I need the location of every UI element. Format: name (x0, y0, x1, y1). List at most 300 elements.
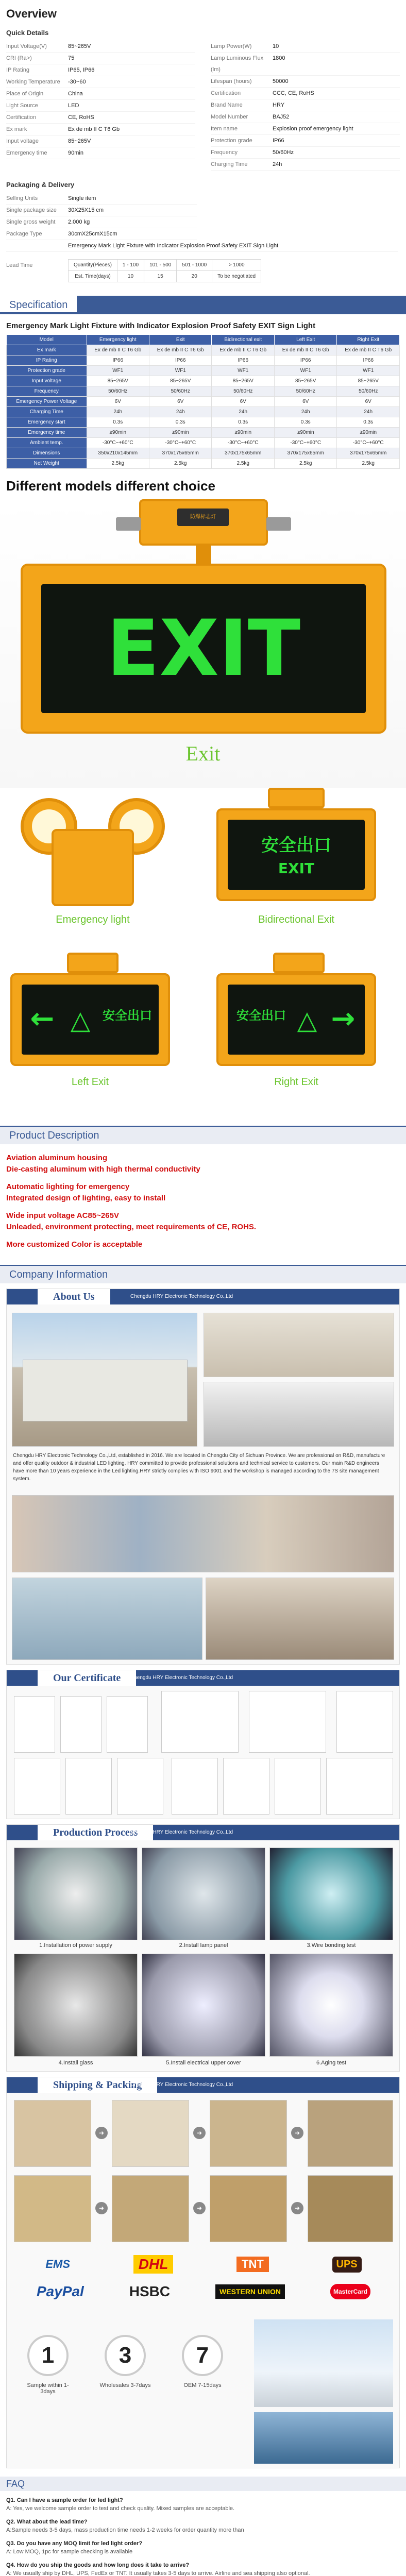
spec-title: Emergency Mark Light Fixture with Indicator Explosion Proof Safety EXIT Sign Light (6, 321, 316, 330)
lead-qty-cell: 1 - 100 (117, 260, 144, 271)
process-photo-2 (142, 1848, 265, 1940)
packaging-row (6, 193, 197, 205)
packing-photo-1 (14, 2100, 91, 2167)
bidir-junction (268, 788, 325, 808)
certificate-8 (65, 1758, 112, 1815)
desc-line: Die-casting aluminum with high thermal conductivity (6, 1165, 200, 1174)
packaging-row-key: Single gross weight (6, 219, 56, 225)
detail-row-value: 90min (68, 150, 83, 156)
quick-details-left (6, 41, 195, 171)
certificate-1 (14, 1696, 55, 1753)
detail-row-key: Input voltage (6, 138, 39, 144)
spec-row (7, 459, 400, 469)
shipping-header (7, 2077, 399, 2093)
right-cn-text: 安全出口 (236, 1008, 286, 1023)
spec-cell: -30°C~+60°C (274, 438, 336, 448)
certificate-company-name: Chengdu HRY Electronic Technology Co.,Ltd (130, 1675, 233, 1681)
certificate-13 (326, 1758, 393, 1815)
spec-header-cell: Bidirectional exit (212, 335, 274, 345)
left-runner-icon: △ (70, 1005, 91, 1035)
right-screen (228, 985, 365, 1055)
spec-cell: 50/60Hz (87, 386, 149, 397)
process-panel (6, 1824, 400, 2072)
spec-cell: 24h (337, 407, 400, 417)
process-caption-1: 1.Installation of power supply (39, 1942, 112, 1948)
lead-row-label: Est. Time(days) (69, 271, 117, 282)
packaging-row-value: 30cmX25cmX15cm (68, 231, 117, 237)
exhibition-photo-2 (206, 1578, 394, 1660)
process-caption-5: 5.Install electrical upper cover (166, 2060, 241, 2066)
spec-cell: 0.3s (274, 417, 336, 428)
detail-row (211, 41, 400, 53)
spec-row (7, 417, 400, 428)
bidir-exit-text: EXIT (278, 860, 315, 877)
spec-cell: WF1 (212, 366, 274, 376)
ship-photo (254, 2412, 393, 2464)
faq-bar: FAQ (0, 2477, 406, 2491)
step-arrow-icon: ➜ (193, 2127, 206, 2139)
spec-cell: 370x175x65mm (212, 448, 274, 459)
about-header (7, 1289, 399, 1304)
spec-section-label: Specification (0, 296, 77, 314)
spec-row (7, 345, 400, 355)
detail-row (211, 159, 400, 171)
spec-row-header: Ex mark (7, 345, 87, 355)
detail-row-value: China (68, 91, 83, 97)
detail-row (6, 112, 195, 124)
detail-row (211, 135, 400, 147)
detail-row-value: IP66 (273, 138, 284, 144)
caption-emergency-light: Emergency light (56, 914, 130, 925)
spec-cell: WF1 (274, 366, 336, 376)
lead-row-label: Quantity(Pieces) (69, 260, 117, 271)
spec-row (7, 397, 400, 407)
detail-row-value: CE, RoHS (68, 114, 94, 121)
spec-row (7, 438, 400, 448)
step-arrow-icon: ➜ (95, 2127, 108, 2139)
detail-row (6, 124, 195, 135)
detail-row-key: Lamp Luminous Flux (lm) (211, 55, 264, 73)
left-screen (22, 985, 159, 1055)
western-union-logo: WESTERN UNION (215, 2284, 285, 2299)
overview-title: Overview (6, 7, 57, 20)
spec-cell: -30°C~+60°C (87, 438, 149, 448)
detail-row-key: Item name (211, 126, 238, 132)
spec-cell: -30°C~+60°C (149, 438, 212, 448)
packaging-row-value: 2.000 kg (68, 219, 90, 225)
spec-row-header: Input voltage (7, 376, 87, 386)
spec-row-header: Frequency (7, 386, 87, 397)
packaging-title: Packaging & Delivery (6, 181, 75, 189)
lead-qty-cell: 501 - 1000 (177, 260, 212, 271)
step-number: 7 (196, 2343, 209, 2368)
detail-row-value: 24h (273, 161, 282, 167)
spec-table-header (7, 335, 400, 345)
process-photo-4 (14, 1954, 138, 2057)
mastercard-logo: MasterCard (330, 2284, 370, 2299)
about-company-name: Chengdu HRY Electronic Technology Co.,Ltd (130, 1294, 233, 1299)
left-arrow-icon: ← (30, 1002, 55, 1036)
bidir-cn-text: 安全出口 (261, 835, 331, 856)
faq-question: Q4. How do you ship the goods and how long does it take to arrive? (6, 2562, 190, 2568)
spec-cell: 2.5kg (274, 459, 336, 469)
hero-caption: Exit (185, 742, 221, 765)
packaging-row-value: Single item (68, 195, 96, 201)
spec-table-body (7, 345, 400, 469)
spec-table (6, 334, 400, 469)
faq-item (6, 2561, 400, 2576)
company-section-bar (0, 1265, 406, 1283)
spec-row-header: IP Rating (7, 355, 87, 366)
spec-cell: Ex de mb II C T6 Gb (274, 345, 336, 355)
spec-section-bar (0, 296, 406, 314)
process-caption-2: 2.Install lamp panel (179, 1942, 228, 1948)
spec-cell: IP66 (274, 355, 336, 366)
packaging-row (6, 228, 197, 240)
left-junction (67, 953, 119, 973)
lead-time-table (68, 259, 261, 282)
description-section-label: Product Description (9, 1130, 99, 1141)
package-note-key (6, 240, 68, 251)
quick-details-title: Quick Details (6, 29, 49, 37)
spec-cell: 2.5kg (337, 459, 400, 469)
spec-cell: 50/60Hz (212, 386, 274, 397)
description-block (0, 1149, 406, 1257)
lead-time-row-days (69, 271, 261, 282)
spec-row-header: Emergency start (7, 417, 87, 428)
packing-photo-8 (308, 2175, 393, 2242)
spec-row (7, 355, 400, 366)
spec-cell: IP66 (337, 355, 400, 366)
process-photo-1 (14, 1848, 138, 1940)
spec-cell: Ex de mb II C T6 Gb (87, 345, 149, 355)
hero-cable-gland-right (266, 517, 291, 531)
process-photo-3 (269, 1848, 393, 1940)
spec-cell: Ex de mb II C T6 Gb (149, 345, 212, 355)
spec-cell: 6V (87, 397, 149, 407)
detail-row (211, 147, 400, 159)
detail-row (6, 41, 195, 53)
packaging-row-value: 30X25X15 cm (68, 207, 104, 213)
caption-left-exit: Left Exit (71, 1076, 109, 1088)
packing-photo-7 (210, 2175, 287, 2242)
detail-row (6, 64, 195, 76)
detail-row-key: Lifespan (hours) (211, 78, 252, 84)
faq-list (0, 2496, 406, 2576)
detail-row-value: Ex de mb II C T6 Gb (68, 126, 120, 132)
spec-cell: 85~265V (87, 376, 149, 386)
shipping-logos (14, 2255, 393, 2274)
process-header (7, 1825, 399, 1840)
spec-cell: -30°C~+60°C (337, 438, 400, 448)
detail-row-key: IP Rating (6, 67, 30, 73)
detail-row-value: IP65, IP66 (68, 67, 95, 73)
detail-row-value: 1800 (273, 55, 285, 61)
models-title: Different models different choice (6, 478, 215, 494)
about-tab: About Us (38, 1289, 110, 1304)
spec-cell: IP66 (149, 355, 212, 366)
lead-time-row-qty (69, 260, 261, 271)
spec-row-header: Charging Time (7, 407, 87, 417)
hero-screen (41, 584, 366, 713)
lead-days-cell: 20 (177, 271, 212, 282)
caption-bidirectional-exit: Bidirectional Exit (258, 914, 334, 925)
spec-row-header: Ambient temp. (7, 438, 87, 448)
factory-photo (12, 1313, 197, 1447)
detail-row-key: Charging Time (211, 161, 248, 167)
packaging-row (6, 216, 197, 228)
spec-cell: 6V (212, 397, 274, 407)
spec-cell: 50/60Hz (274, 386, 336, 397)
detail-row-key: Input Voltage(V) (6, 43, 47, 49)
detail-row-value: CCC, CE, RoHS (273, 90, 314, 96)
hsbc-logo: HSBC (129, 2283, 171, 2299)
spec-cell: ≥90min (274, 428, 336, 438)
spec-cell: 24h (87, 407, 149, 417)
process-photo-6 (269, 1954, 393, 2057)
bidir-panel (216, 808, 376, 901)
desc-line: Wide input voltage AC85~265V (6, 1211, 119, 1220)
spec-cell: 85~265V (274, 376, 336, 386)
desc-line: Aviation aluminum housing (6, 1154, 108, 1162)
detail-row-value: 10 (273, 43, 279, 49)
spec-cell: 370x175x65mm (274, 448, 336, 459)
step-arrow-icon: ➜ (291, 2127, 303, 2139)
spec-cell: 6V (149, 397, 212, 407)
spec-cell: 370x175x65mm (337, 448, 400, 459)
detail-row-key: Place of Origin (6, 91, 44, 97)
spec-cell: 350x210x145mm (87, 448, 149, 459)
detail-row (211, 99, 400, 111)
step-caption: Sample within 1-3days (27, 2382, 69, 2395)
spec-header-cell: Left Exit (274, 335, 336, 345)
detail-row-key: Certification (211, 90, 241, 96)
step-circle-sample (27, 2335, 69, 2376)
lead-time-block (0, 255, 406, 287)
packing-photo-3 (210, 2100, 287, 2167)
process-company-name: Chengdu HRY Electronic Technology Co.,Ltd (130, 1829, 233, 1835)
detail-row-key: Lamp Power(W) (211, 43, 252, 49)
process-caption-6: 6.Aging test (316, 2060, 347, 2066)
right-arrow-icon: → (331, 1002, 356, 1036)
shipping-panel (6, 2077, 400, 2468)
spec-cell: WF1 (149, 366, 212, 376)
hero-junction-box (139, 499, 268, 546)
faq-question: Q1. Can I have a sample order for led light? (6, 2497, 123, 2503)
spec-cell: IP66 (212, 355, 274, 366)
company-section-label: Company Information (9, 1269, 108, 1280)
exhibition-photo-1 (12, 1578, 202, 1660)
spec-cell: 2.5kg (87, 459, 149, 469)
models-grid (0, 788, 406, 1117)
step-number: 1 (41, 2343, 55, 2368)
spec-cell: 0.3s (337, 417, 400, 428)
packing-photo-2 (112, 2100, 189, 2167)
spec-cell: WF1 (87, 366, 149, 376)
faq-item (6, 2496, 400, 2513)
tnt-logo: TNT (236, 2257, 269, 2272)
detail-row-value: 50/60Hz (273, 149, 294, 156)
faq-answer: A: Low MOQ, 1pc for sample checking is available (6, 2549, 133, 2555)
faq-question: Q2. What about the lead time? (6, 2519, 88, 2525)
quick-details-grid (0, 41, 406, 171)
certificate-11 (223, 1758, 269, 1815)
spec-cell: 24h (212, 407, 274, 417)
spec-cell: 85~265V (337, 376, 400, 386)
certificate-panel (6, 1670, 400, 1819)
desc-line: Unleaded, environment protecting, meet requirements of CE, ROHS. (6, 1223, 257, 1231)
packing-photo-4 (308, 2100, 393, 2167)
step-caption: OEM 7-15days (183, 2382, 222, 2388)
packaging-row-key: Selling Units (6, 195, 38, 201)
desc-line: Integrated design of lighting, easy to install (6, 1194, 166, 1202)
bidir-screen (228, 820, 365, 890)
packaging-row (6, 205, 197, 216)
process-caption-3: 3.Wire bonding test (307, 1942, 356, 1948)
hero-nameplate: 防爆标志灯 (177, 509, 229, 526)
spec-cell: Ex de mb II C T6 Gb (212, 345, 274, 355)
desc-line: Automatic lighting for emergency (6, 1182, 130, 1191)
about-panel (6, 1289, 400, 1665)
step-arrow-icon: ➜ (291, 2202, 303, 2214)
spec-header-cell: Right Exit (337, 335, 400, 345)
spec-row (7, 448, 400, 459)
detail-row (6, 76, 195, 88)
detail-row (211, 76, 400, 88)
spec-cell: IP66 (87, 355, 149, 366)
spec-row-header: Emergency time (7, 428, 87, 438)
shipping-company-name: Chengdu HRY Electronic Technology Co.,Ltd (130, 2082, 233, 2088)
spec-cell: 50/60Hz (337, 386, 400, 397)
process-photo-5 (142, 1954, 265, 2057)
step-arrow-icon: ➜ (95, 2202, 108, 2214)
detail-row (6, 147, 195, 159)
certificate-9 (117, 1758, 163, 1815)
office-photo (204, 1313, 394, 1377)
detail-row-key: Brand Name (211, 102, 243, 108)
paypal-logo: PayPal (36, 2283, 84, 2299)
detail-row (211, 123, 400, 135)
faq-question: Q3. Do you have any MOQ limit for led light order? (6, 2540, 143, 2547)
spec-cell: 85~265V (212, 376, 274, 386)
spec-header-cell: Exit (149, 335, 212, 345)
hero-exit-text: EXIT (106, 604, 301, 693)
certificate-tab: Our Certificate (38, 1670, 136, 1686)
spec-row (7, 376, 400, 386)
package-note: Emergency Mark Light Fixture with Indicator Explosion Proof Safety EXIT Sign Light (68, 243, 279, 249)
hero-exit-image (0, 499, 406, 788)
detail-row-key: Ex mark (6, 126, 27, 132)
emergency-body (52, 829, 134, 906)
lead-qty-cell: > 1000 (212, 260, 261, 271)
detail-row (6, 88, 195, 100)
detail-row-value: 85~265V (68, 138, 91, 144)
detail-row-value: 50000 (273, 78, 289, 84)
right-panel (216, 973, 376, 1066)
description-section-bar (0, 1126, 406, 1144)
detail-row (6, 135, 195, 147)
step-circle-oem (182, 2335, 223, 2376)
spec-row (7, 407, 400, 417)
spec-row-header: Protection grade (7, 366, 87, 376)
faq-answer: A: We usually ship by DHL, UPS, FedEx or TNT. It usually takes 3-5 days to arrive. Airline and sea shipping also optional. (6, 2570, 310, 2576)
spec-cell: WF1 (337, 366, 400, 376)
step-number: 3 (119, 2343, 132, 2368)
detail-row-key: Certification (6, 114, 37, 121)
packaging-row-key: Package Type (6, 231, 42, 237)
spec-cell: 50/60Hz (149, 386, 212, 397)
spec-cell: 24h (274, 407, 336, 417)
overview-section (0, 0, 406, 287)
packaging-list (0, 193, 406, 240)
dhl-logo: DHL (133, 2255, 174, 2274)
lead-qty-cell: 101 - 500 (144, 260, 177, 271)
detail-row (211, 111, 400, 123)
spec-row-header: Dimensions (7, 448, 87, 459)
detail-row-value: Explosion proof emergency light (273, 126, 353, 132)
hero-cable-gland-left (116, 517, 141, 531)
detail-row-value: BAJ52 (273, 114, 290, 120)
spec-cell: 24h (149, 407, 212, 417)
spec-row (7, 428, 400, 438)
spec-header-cell: Model (7, 335, 87, 345)
spec-cell: 370x175x65mm (149, 448, 212, 459)
detail-row-value: HRY (273, 102, 285, 108)
left-cn-text: 安全出口 (103, 1008, 152, 1023)
spec-cell: 85~265V (149, 376, 212, 386)
lead-days-cell: 15 (144, 271, 177, 282)
quick-details-right (211, 41, 400, 171)
packing-photo-6 (112, 2175, 189, 2242)
airplane-photo (254, 2319, 393, 2407)
step-circle-wholesale (105, 2335, 146, 2376)
hero-stem (196, 545, 211, 565)
detail-row-key: Frequency (211, 149, 238, 156)
spec-row-header: Emergency Power Voltage (7, 397, 87, 407)
right-runner-icon: △ (297, 1005, 317, 1035)
detail-row (6, 100, 195, 112)
factory-building (23, 1360, 188, 1421)
spec-row (7, 366, 400, 376)
spec-cell: Ex de mb II C T6 Gb (337, 345, 400, 355)
detail-row (6, 53, 195, 64)
packaging-row-key: Single package size (6, 207, 57, 213)
spec-cell: ≥90min (87, 428, 149, 438)
workshop-photo (204, 1382, 394, 1447)
lead-time-label: Lead Time (6, 262, 33, 268)
faq-answer: A:Sample needs 3-5 days, mass production time needs 1-2 weeks for order quantity more than (6, 2527, 244, 2533)
detail-row-value: 75 (68, 55, 75, 61)
step-caption: Wholesales 3-7days (99, 2382, 151, 2388)
spec-header-cell: Emergency light (87, 335, 149, 345)
caption-right-exit: Right Exit (274, 1076, 318, 1088)
detail-row-key: Emergency time (6, 150, 47, 156)
detail-row (211, 53, 400, 76)
spec-cell: 2.5kg (149, 459, 212, 469)
detail-row-value: -30~60 (68, 79, 86, 85)
ups-logo: UPS (332, 2257, 362, 2273)
faq-item (6, 2539, 400, 2556)
detail-row-value: 85~265V (68, 43, 91, 49)
certificate-10 (172, 1758, 218, 1815)
ems-logo: EMS (45, 2258, 71, 2270)
detail-row-key: Model Number (211, 114, 248, 120)
detail-row-key: CRI (Ra>) (6, 55, 32, 61)
shipping-tab: Shipping & Packing (38, 2077, 157, 2093)
process-tab: Production Process (38, 1825, 153, 1840)
certificate-5 (249, 1691, 326, 1753)
desc-line: More customized Color is acceptable (6, 1240, 143, 1249)
